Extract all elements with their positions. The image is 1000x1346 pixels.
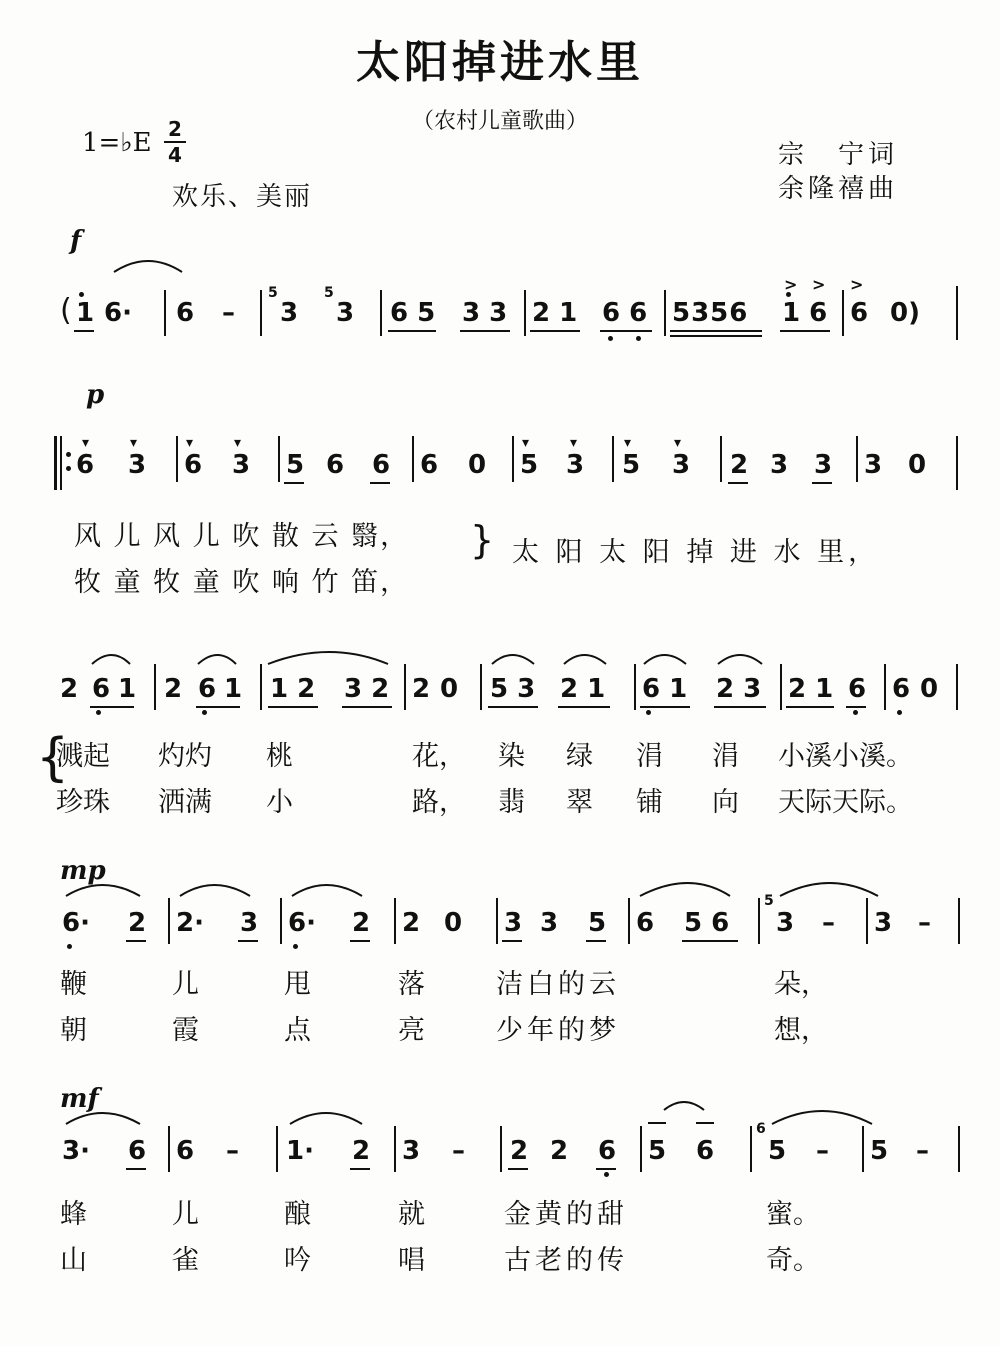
note: 2	[60, 674, 79, 704]
note: 0	[440, 674, 459, 704]
dynamic-mp: mp	[60, 856, 106, 886]
note-pair: 1 2	[270, 674, 316, 704]
brace-left: {	[36, 728, 70, 788]
note: 0	[444, 908, 463, 938]
note: 2	[402, 908, 421, 938]
note: 3	[566, 450, 585, 480]
grace-note: 5	[764, 893, 774, 909]
note-pair: 2 3	[716, 674, 762, 704]
note: 2	[352, 908, 371, 938]
note: 3	[874, 908, 893, 938]
note: 2	[164, 674, 183, 704]
note: 6	[176, 1136, 195, 1166]
lyric-verse1-line1: 风 儿 风 儿 吹 散 云 翳，	[74, 521, 410, 552]
note: 3·	[62, 1136, 90, 1166]
note: 3	[336, 298, 355, 328]
note: 6	[636, 908, 655, 938]
note-rest: 0)	[890, 298, 920, 328]
note: 6	[92, 674, 111, 704]
note-pair: 2 1	[532, 298, 578, 328]
grace-note: 5	[268, 285, 278, 301]
grace-note: 6	[756, 1121, 766, 1137]
note-pair: 5 6	[684, 908, 730, 938]
note: 5	[622, 450, 641, 480]
brace-right: }	[470, 518, 495, 562]
note: 2	[730, 450, 749, 480]
paren-open: (	[60, 293, 72, 328]
note: 2	[352, 1136, 371, 1166]
note: 3	[672, 450, 691, 480]
lyric-verse1-line2: 牧 童 牧 童 吹 响 竹 笛，	[74, 567, 410, 598]
note-pair: 3 2	[344, 674, 390, 704]
dash: –	[226, 1136, 239, 1166]
dynamic-p: p	[86, 380, 105, 410]
note: 3	[540, 908, 559, 938]
note: 3	[814, 450, 833, 480]
song-title: 太阳掉进水里	[356, 37, 644, 88]
note: 6	[850, 298, 869, 328]
note: 0	[468, 450, 487, 480]
note: 3	[128, 450, 147, 480]
note: 1	[118, 674, 137, 704]
note: 6	[76, 450, 95, 480]
sheet-music-page: 太阳掉进水里 （农村儿童歌曲） 1=♭E 2 4 欢乐、美丽 宗 宁词 余隆禧曲 f ( 1 6· 6 – 5 3 5 3 6 5 3 3 2 1 6 6 5356 1 6 > > > 6 0) p 6 3 6 3 5 6 6 6 0 5 3 5 3 2 3 3 3 0 ▾ ▾ ▾ ▾ ▾ ▾ ▾ ▾ 风 儿 风 儿 吹 散 云 翳， 牧 童 牧 童 吹 响 竹 笛， } 太 阳 太 阳 掉 进 水 里， 2 6 1 2 6 1 1 2 3 2 2 0 5 3 2 1 6 1 2 3 2 1 6 6 0 { 溅起 灼灼 桃 花， 染 绿 涓 涓 小溪小溪。 珍珠 洒满 小 路， 翡 翠 铺 向 天际天际。 mp 6· 2 2· 3 6· 2 2 0 3 3 5 6 5 6 5 3 – 3 – 鞭 儿 甩 落 洁白的云 朵， 朝 霞 点 亮 少年的梦 想， mf 3· 6 6 – 1· 2 3 – 2 2 6 5 6 6 5 – 5 – 蜂 儿 酿 就 金黄的甜 蜜。 山 雀 吟 唱 古老的传 奇。	[0, 0, 1000, 1346]
accent: >	[850, 275, 864, 294]
note: 5	[520, 450, 539, 480]
key-signature: 1=♭E	[82, 128, 152, 158]
note: 6	[696, 1136, 715, 1166]
note: 2·	[176, 908, 204, 938]
note: 6	[184, 450, 203, 480]
note-pair: 5 3	[490, 674, 536, 704]
note: 6	[176, 298, 195, 328]
note-pair: 2 1	[560, 674, 606, 704]
note: 5	[588, 908, 607, 938]
note: 6	[128, 1136, 147, 1166]
lyricist-credit: 宗 宁词	[778, 140, 899, 170]
dash: –	[822, 908, 835, 938]
tempo-marking: 欢乐、美丽	[172, 182, 313, 212]
note: 6	[420, 450, 439, 480]
lyric-verse1-right: 太 阳 太 阳 掉 进 水 里，	[512, 537, 880, 568]
note: 0	[908, 450, 927, 480]
note: 2	[550, 1136, 569, 1166]
note-pair: 2 1	[788, 674, 834, 704]
note: 5	[768, 1136, 787, 1166]
time-bottom: 4	[168, 143, 182, 167]
time-top: 2	[168, 117, 182, 141]
dynamic-mf: mf	[60, 1084, 99, 1114]
note: 3	[402, 1136, 421, 1166]
note: 3	[776, 908, 795, 938]
note: 6	[372, 450, 391, 480]
note: 5	[870, 1136, 889, 1166]
note: 5	[286, 450, 305, 480]
dash: –	[916, 1136, 929, 1166]
note: 3	[280, 298, 299, 328]
note: 0	[920, 674, 939, 704]
dash: –	[816, 1136, 829, 1166]
note: 1	[224, 674, 243, 704]
note: 2	[510, 1136, 529, 1166]
dash: –	[918, 908, 931, 938]
note-group: 5356	[672, 298, 749, 328]
note: 3	[504, 908, 523, 938]
accent: >	[812, 275, 826, 294]
note-pair: 6 5	[390, 298, 436, 328]
dynamic-f: f	[70, 226, 82, 256]
note: 6	[848, 674, 867, 704]
grace-note: 5	[324, 285, 334, 301]
note: 1	[76, 298, 95, 328]
note-pair: 1 6	[782, 298, 828, 328]
note: 2	[128, 908, 147, 938]
note: 3	[864, 450, 883, 480]
note: 6	[598, 1136, 617, 1166]
dash: –	[222, 298, 235, 328]
accent: >	[784, 275, 798, 294]
note: 6	[892, 674, 911, 704]
note: 6·	[104, 298, 132, 328]
note-pair: 3 3	[462, 298, 508, 328]
note: 3	[232, 450, 251, 480]
note: 2	[412, 674, 431, 704]
note: 5	[648, 1136, 667, 1166]
note: 6·	[288, 908, 316, 938]
song-subtitle: （农村儿童歌曲）	[411, 109, 588, 134]
note: 6	[326, 450, 345, 480]
note-pair: 6 1	[642, 674, 688, 704]
note: 6	[198, 674, 217, 704]
dash: –	[452, 1136, 465, 1166]
composer-credit: 余隆禧曲	[778, 174, 899, 204]
note: 3	[240, 908, 259, 938]
note: 6·	[62, 908, 90, 938]
note: 1·	[286, 1136, 314, 1166]
note-pair: 6 6	[602, 298, 648, 328]
note: 3	[770, 450, 789, 480]
